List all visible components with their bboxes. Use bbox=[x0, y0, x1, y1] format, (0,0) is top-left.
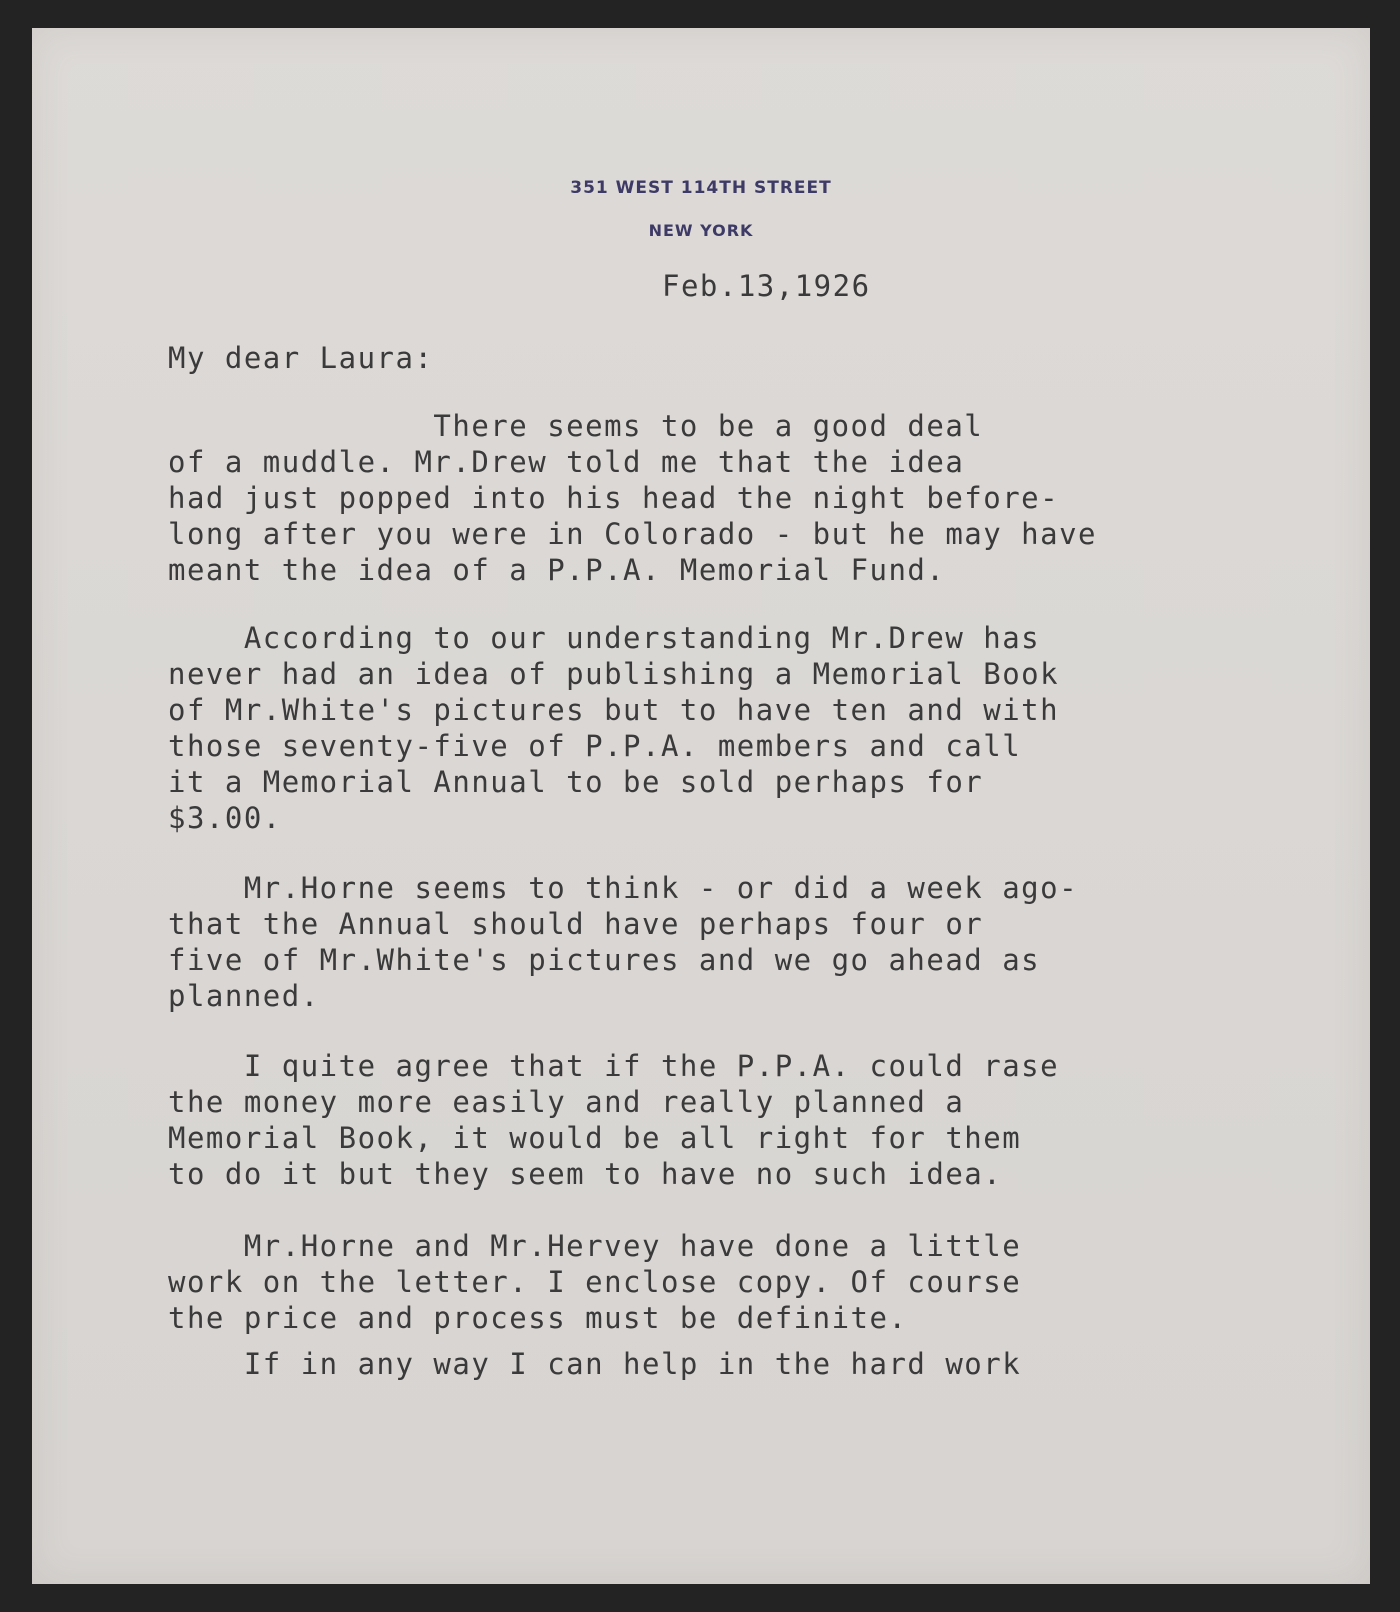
paragraph-2 bbox=[168, 620, 1059, 836]
paragraph-line: Mr.Horne seems to think - or did a week ago- bbox=[168, 871, 1079, 905]
paragraph-line: If in any way I can help in the hard work bbox=[168, 1347, 1022, 1381]
paragraph-5 bbox=[168, 1228, 1021, 1336]
paragraph-line: planned. bbox=[168, 979, 320, 1013]
paragraph-1 bbox=[168, 408, 1097, 588]
paragraph-line: those seventy-five of P.P.A. members and call bbox=[168, 729, 1022, 763]
paragraph-line: the money more easily and really planned a bbox=[168, 1085, 965, 1119]
paragraph-line: According to our understanding Mr.Drew has bbox=[168, 621, 1041, 655]
paragraph-line: Memorial Book, it would be all right for them bbox=[168, 1121, 1022, 1155]
paragraph-line: work on the letter. I enclose copy. Of course bbox=[168, 1265, 1022, 1299]
letter-date: Feb.13,1926 bbox=[662, 269, 871, 303]
paragraph-4 bbox=[168, 1048, 1059, 1192]
letterhead-city: NEW YORK bbox=[648, 221, 754, 240]
paragraph-line: of Mr.White's pictures but to have ten and with bbox=[168, 693, 1060, 727]
paragraph-line: long after you were in Colorado - but he may have bbox=[168, 517, 1098, 551]
salutation: My dear Laura: bbox=[168, 341, 434, 375]
paragraph-line: that the Annual should have perhaps four or bbox=[168, 907, 984, 941]
paragraph-line: Mr.Horne and Mr.Hervey have done a little bbox=[168, 1229, 1022, 1263]
paragraph-line: of a muddle. Mr.Drew told me that the idea bbox=[168, 445, 965, 479]
paragraph-line: it a Memorial Annual to be sold perhaps for bbox=[168, 765, 984, 799]
paragraph-3 bbox=[168, 870, 1078, 1014]
paragraph-line: never had an idea of publishing a Memorial Book bbox=[168, 657, 1060, 691]
paragraph-line: to do it but they seem to have no such idea. bbox=[168, 1157, 1003, 1191]
paragraph-line: five of Mr.White's pictures and we go ahead as bbox=[168, 943, 1041, 977]
paragraph-line: There seems to be a good deal bbox=[168, 409, 984, 443]
paragraph-line: meant the idea of a P.P.A. Memorial Fund. bbox=[168, 553, 946, 587]
paragraph-line: $3.00. bbox=[168, 801, 282, 835]
letter-page bbox=[32, 28, 1370, 1584]
paragraph-line: the price and process must be definite. bbox=[168, 1301, 908, 1335]
paragraph-6 bbox=[168, 1346, 1021, 1382]
paragraph-line: had just popped into his head the night before- bbox=[168, 481, 1060, 515]
paragraph-line: I quite agree that if the P.P.A. could rase bbox=[168, 1049, 1060, 1083]
letterhead-street: 351 WEST 114TH STREET bbox=[570, 178, 832, 198]
